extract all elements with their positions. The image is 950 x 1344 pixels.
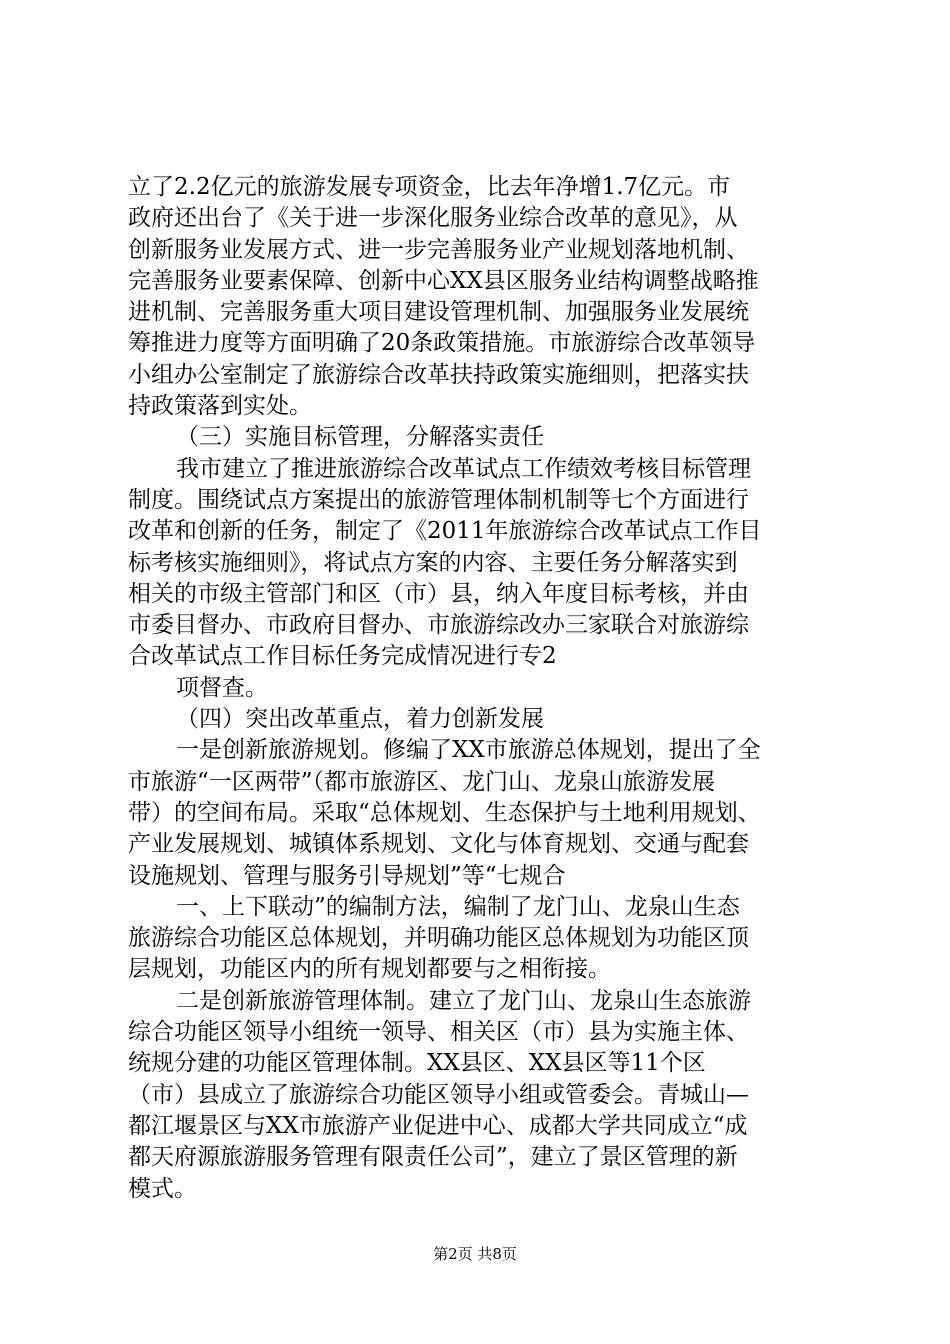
text-line: 立了2.2亿元的旅游发展专项资金，比去年净增1.7亿元。市: [128, 174, 731, 200]
text-line: 市委目督办、市政府目督办、市旅游综改办三家联合对旅游综: [128, 612, 749, 639]
text-line: 层规划，功能区内的所有规划都要与之相衔接。: [128, 956, 611, 983]
text-line: 模式。: [128, 1175, 197, 1202]
text-line: 都江堰景区与XX市旅游产业促进中心、成都大学共同成立“成: [128, 1112, 748, 1139]
text-line: 旅游综合功能区总体规划，并明确功能区总体规划为功能区顶: [128, 925, 749, 952]
text-line: 产业发展规划、城镇体系规划、文化与体育规划、交通与配套: [128, 831, 749, 858]
text-line: 市旅游“一区两带”（都市旅游区、龙门山、龙泉山旅游发展: [128, 768, 716, 795]
text-line: 完善服务业要素保障、创新中心XX县区服务业结构调整战略推: [128, 267, 759, 294]
text-line: 制度。围绕试点方案提出的旅游管理体制机制等七个方面进行: [128, 486, 749, 513]
text-line: 一是创新旅游规划。修编了XX市旅游总体规划，提出了全: [176, 737, 761, 764]
text-line: 筹推进力度等方面明确了20条政策措施。市旅游综合改革领导: [128, 330, 756, 357]
text-line: 都天府源旅游服务管理有限责任公司”，建立了景区管理的新: [128, 1144, 738, 1171]
text-line: （三）实施目标管理，分解落实责任: [176, 424, 544, 451]
text-line: 小组办公室制定了旅游综合改革扶持政策实施细则，把落实扶: [128, 361, 749, 388]
text-line: 相关的市级主管部门和区（市）县，纳入年度目标考核，并由: [128, 580, 749, 607]
text-line: 二是创新旅游管理体制。建立了龙门山、龙泉山生态旅游: [176, 987, 751, 1014]
text-line: 合改革试点工作目标任务完成情况进行专2: [128, 643, 557, 670]
text-line: 持政策落到实处。: [128, 393, 312, 420]
body-text: [128, 172, 828, 1205]
text-line: 设施规划、管理与服务引导规划”等“七规合: [128, 862, 566, 889]
text-line: 综合功能区领导小组统一领导、相关区（市）县为实施主体、: [128, 1019, 749, 1046]
text-line: 带）的空间布局。采取“总体规划、生态保护与土地利用规划、: [128, 799, 761, 826]
text-line: 项督查。: [176, 674, 268, 701]
text-line: 统规分建的功能区管理体制。XX县区、XX县区等11个区: [128, 1050, 706, 1077]
text-line: 创新服务业发展方式、进一步完善服务业产业规划落地机制、: [128, 236, 749, 263]
text-line: （四）突出改革重点，着力创新发展: [176, 706, 544, 733]
page-footer: 第2页 共8页: [433, 1245, 517, 1263]
text-line: （市）县成立了旅游综合功能区领导小组或管委会。青城山—: [128, 1081, 749, 1108]
text-line: 政府还出台了《关于进一步深化服务业综合改革的意见》，从: [128, 205, 738, 232]
text-line: 标考核实施细则》，将试点方案的内容、主要任务分解落实到: [128, 549, 738, 576]
text-line: 进机制、完善服务重大项目建设管理机制、加强服务业发展统: [128, 299, 749, 326]
text-line: 改革和创新的任务，制定了《2011年旅游综合改革试点工作目: [128, 518, 762, 545]
text-line: 我市建立了推进旅游综合改革试点工作绩效考核目标管理: [176, 455, 751, 482]
text-line: 一、上下联动”的编制方法，编制了龙门山、龙泉山生态: [176, 893, 740, 920]
